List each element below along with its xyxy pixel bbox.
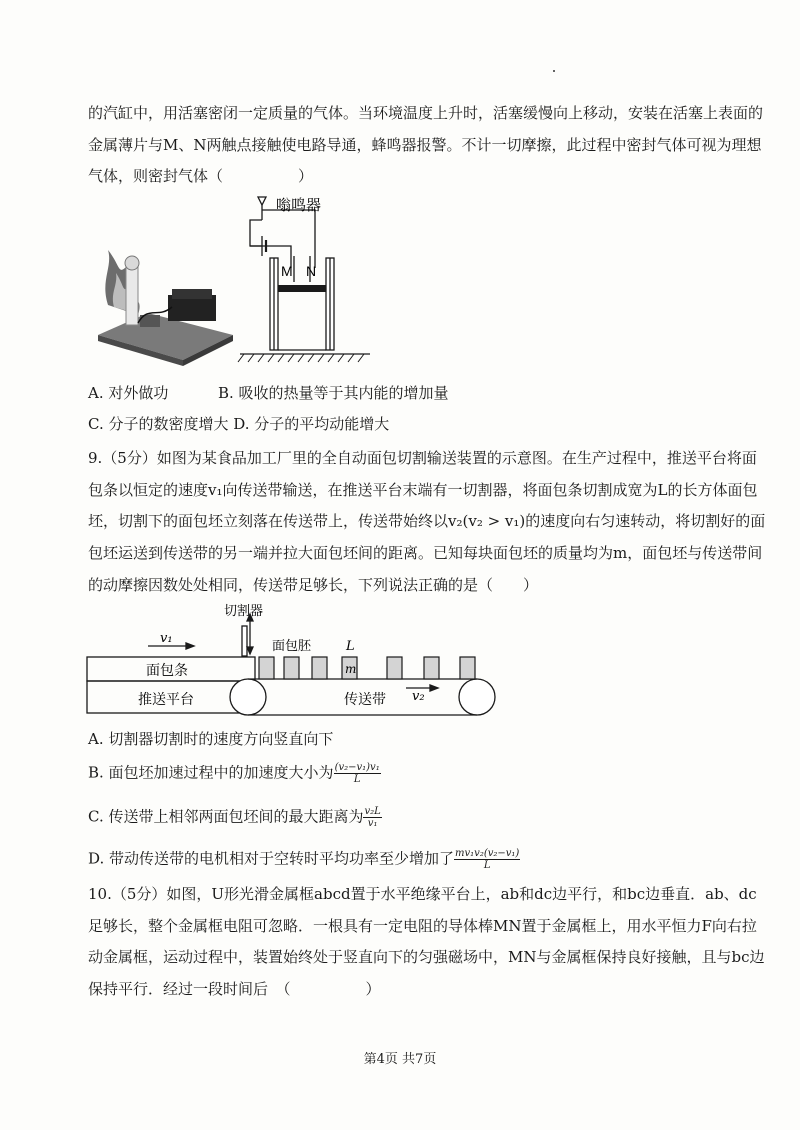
q8-line-1: 的汽缸中，用活塞密闭一定质量的气体。当环境温度上升时，活塞缓慢向上移动，安装在活塞上表面的 — [88, 104, 764, 122]
q10-line-4: 保持平行．经过一段时间后 （ ） — [88, 980, 381, 998]
v2-label: v₂ — [412, 689, 425, 704]
q9-option-d-text: D. 带动传送带的电机相对于空转时平均功率至少增加了 — [88, 849, 455, 868]
buzzer-label: 嗡鸣器 — [276, 197, 322, 214]
q8-option-b: B. 吸收的热量等于其内能的增加量 — [218, 384, 449, 402]
bread-conveyor-diagram — [84, 600, 504, 720]
contact-n-label: N — [306, 263, 317, 279]
bread-blank — [259, 657, 274, 679]
q9-line-2: 包条以恒定的速度v₁向传送带输送，在推送平台末端有一切割器，将面包条切割成宽为L的长方体面包 — [88, 481, 758, 499]
fraction-numerator: (v₂−v₁)v₁ — [334, 762, 380, 773]
width-l-label: L — [346, 639, 355, 654]
page-footer: 第4页 共7页 — [363, 1052, 437, 1067]
fraction-numerator: mv₁v₂(v₂−v₁) — [455, 848, 520, 859]
q9-option-b — [88, 762, 381, 785]
q10-line-2: 足够长，整个金属框电阻可忽略．一根具有一定电阻的导体棒MN置于金属框上，用水平恒力F向右拉 — [88, 917, 757, 935]
buzzer-icon — [258, 197, 266, 205]
alarm-device-photo — [88, 245, 238, 370]
cylinder-buzzer-diagram — [236, 190, 386, 368]
belt-label: 传送带 — [344, 691, 386, 707]
push-platform-label: 推送平台 — [138, 691, 194, 707]
bread-blank — [387, 657, 402, 679]
q9-option-b-fraction — [334, 762, 381, 785]
mass-m-label: m — [345, 662, 357, 676]
q9-line-4: 包坯运送到传送带的另一端并拉大面包坯间的距离。已知每块面包坯的质量均为m，面包坯与传送带间 — [88, 544, 763, 562]
q9-option-d-fraction — [454, 848, 520, 871]
bread-blank-label: 面包胚 — [272, 638, 312, 653]
bread-blank — [284, 657, 299, 679]
fraction-denominator: L — [483, 860, 491, 871]
fraction-denominator: v₁ — [367, 818, 378, 829]
q9-option-c-text: C. 传送带上相邻两面包坯间的最大距离为 — [88, 807, 364, 826]
q8-option-cd: C. 分子的数密度增大 D. 分子的平均动能增大 — [88, 415, 390, 433]
fraction-numerator: v₂L — [364, 806, 381, 817]
q9-line-1: 9.（5分）如图为某食品加工厂里的全自动面包切割输送装置的示意图。在生产过程中，推送平台将面 — [88, 449, 757, 467]
contact-m-label: M — [281, 263, 293, 279]
q9-line-3: 坯，切割下的面包坯立刻落在传送带上，传送带始终以v₂(v₂ > v₁)的速度向右匀速转动，将切割好的面 — [88, 512, 766, 530]
bread-blank — [424, 657, 439, 679]
cutter-label: 切割器 — [224, 603, 264, 618]
q9-option-b-text: B. 面包坯加速过程中的加速度大小为 — [88, 763, 334, 782]
cutter-blade — [242, 626, 247, 656]
q8-line-3: 气体，则密封气体（ ） — [88, 167, 314, 185]
v1-label: v₁ — [160, 631, 173, 646]
q9-option-a: A. 切割器切割时的速度方向竖直向下 — [88, 730, 334, 748]
q8-option-a: A. 对外做功 — [88, 384, 169, 402]
stray-dot — [553, 70, 555, 72]
q10-line-1: 10.（5分）如图，U形光滑金属框abcd置于水平绝缘平台上，ab和dc边平行，和bc边垂直．ab、dc — [88, 885, 757, 903]
bread-blank — [312, 657, 327, 679]
q9-option-d — [88, 848, 520, 871]
q9-option-c — [88, 806, 382, 829]
q10-line-3: 动金属框，运动过程中，装置始终处于竖直向下的匀强磁场中，MN与金属框保持良好接触，且与bc边 — [88, 948, 765, 966]
q8-line-2: 金属薄片与M、N两触点接触使电路导通，蜂鸣器报警。不计一切摩擦，此过程中密封气体可视为理想 — [88, 136, 762, 154]
fraction-denominator: L — [353, 774, 361, 785]
bread-strip-label: 面包条 — [146, 662, 188, 678]
q9-option-c-fraction — [363, 806, 381, 829]
bread-blank — [460, 657, 475, 679]
piston — [278, 285, 326, 292]
q9-line-5: 的动摩擦因数处处相同，传送带足够长，下列说法正确的是（ ） — [88, 576, 539, 594]
